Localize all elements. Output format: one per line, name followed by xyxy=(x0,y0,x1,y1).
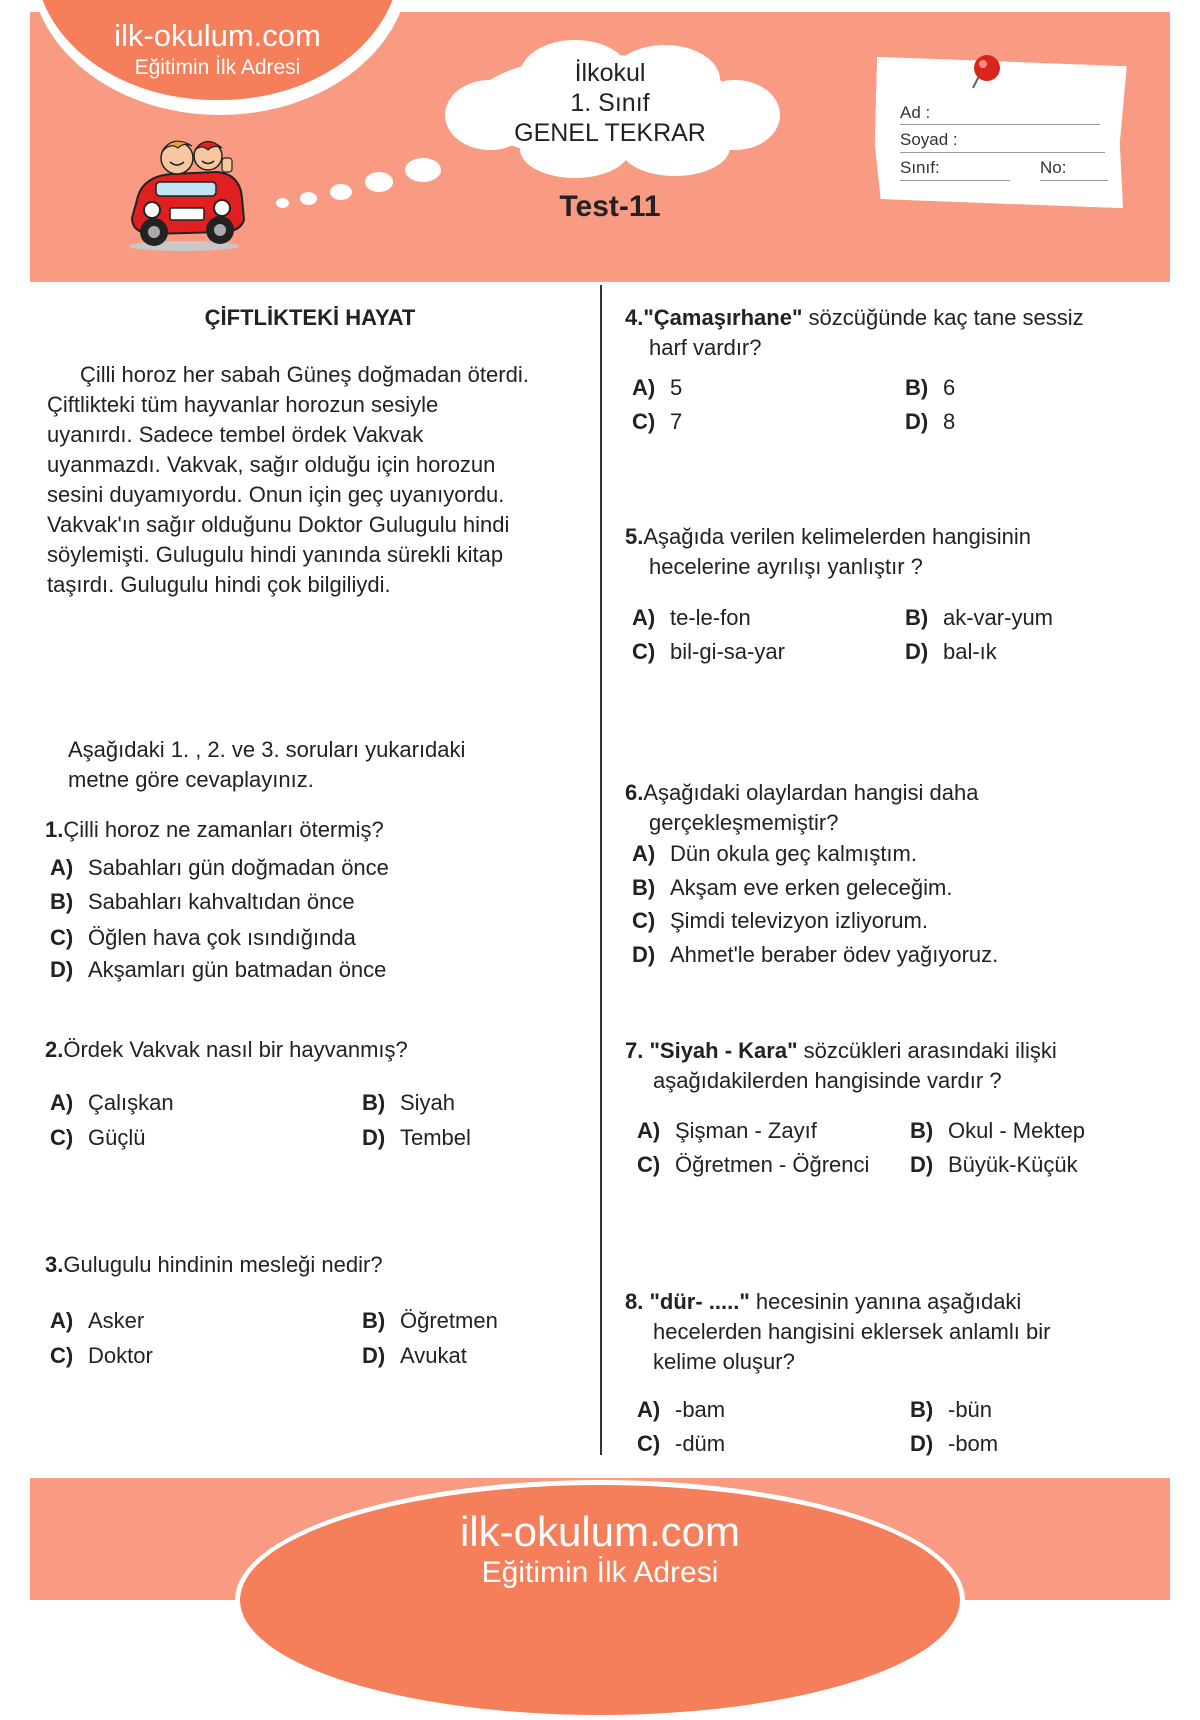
question-text: hecesinin yanına aşağıdaki xyxy=(749,1289,1022,1314)
story-line: Vakvak'ın sağır olduğunu Doktor Gulugulu hindi xyxy=(47,512,510,537)
question-number: 8. xyxy=(625,1289,644,1314)
option-label: B) xyxy=(362,1090,386,1115)
q8-option-c[interactable] xyxy=(637,1431,725,1457)
story-line: uyanırdı. Sadece tembel ördek Vakvak xyxy=(47,422,424,447)
option-text: Sabahları kahvaltıdan önce xyxy=(88,889,355,914)
option-label: A) xyxy=(637,1118,661,1143)
footer-slogan: Eğitimin İlk Adresi xyxy=(481,1556,719,1589)
instruction-line: metne göre cevaplayınız. xyxy=(68,767,314,792)
surname-line xyxy=(900,152,1105,153)
grade-label: 1. Sınıf xyxy=(570,89,650,117)
question-text: Gulugulu hindinin mesleği nedir? xyxy=(63,1252,383,1277)
option-text: Asker xyxy=(88,1308,145,1333)
option-text: Şişman - Zayıf xyxy=(675,1118,817,1143)
option-label: A) xyxy=(632,375,656,400)
q2-option-d[interactable] xyxy=(362,1125,471,1151)
question-8 xyxy=(625,1287,1185,1377)
cartoon-car-icon xyxy=(122,128,252,253)
story-line: Çiftlikteki tüm hayvanlar horozun sesiyle xyxy=(47,392,439,417)
option-label: B) xyxy=(905,605,929,630)
option-label: C) xyxy=(50,925,74,950)
instruction-line: Aşağıdaki 1. , 2. ve 3. soruları yukarıdaki xyxy=(68,737,466,762)
option-label: D) xyxy=(910,1431,934,1456)
logo-slogan: Eğitimin İlk Adresi xyxy=(134,56,301,79)
option-text: Öğlen hava çok ısındığında xyxy=(88,925,356,950)
q4-option-a[interactable] xyxy=(632,375,682,401)
option-label: D) xyxy=(905,639,929,664)
q7-option-d[interactable] xyxy=(910,1152,1078,1178)
option-label: B) xyxy=(910,1118,934,1143)
question-text-line2: aşağıdakilerden hangisinde vardır ? xyxy=(653,1068,1002,1093)
option-text: Akşam eve erken geleceğim. xyxy=(670,875,953,900)
q1-option-a[interactable] xyxy=(50,855,389,881)
question-5 xyxy=(625,522,1170,582)
option-text: -bam xyxy=(675,1397,726,1422)
q6-option-b[interactable] xyxy=(632,875,952,901)
question-number: 3. xyxy=(45,1252,64,1277)
question-number: 5. xyxy=(625,524,644,549)
question-number: 4. xyxy=(625,305,644,330)
question-text-line3: kelime oluşur? xyxy=(653,1349,795,1374)
option-text: -düm xyxy=(675,1431,726,1456)
question-3 xyxy=(45,1250,383,1280)
option-text: 5 xyxy=(670,375,683,400)
option-text: te-le-fon xyxy=(670,605,751,630)
column-divider xyxy=(600,285,602,1455)
question-text-line2: gerçekleşmemiştir? xyxy=(649,810,839,835)
q3-option-a[interactable] xyxy=(50,1308,144,1334)
q3-option-d[interactable] xyxy=(362,1343,467,1369)
question-text: Aşağıdaki olaylardan hangisi daha xyxy=(643,780,979,805)
question-7 xyxy=(625,1036,1185,1096)
option-label: D) xyxy=(50,957,74,982)
option-label: A) xyxy=(50,1308,74,1333)
option-label: C) xyxy=(632,639,656,664)
subject-label: GENEL TEKRAR xyxy=(514,119,706,147)
option-text: Çalışkan xyxy=(88,1090,174,1115)
option-text: Okul - Mektep xyxy=(948,1118,1085,1143)
school-level: İlkokul xyxy=(574,59,646,87)
q4-option-c[interactable] xyxy=(632,409,682,435)
option-label: C) xyxy=(637,1152,661,1177)
q5-option-b[interactable] xyxy=(905,605,1053,631)
name-label: Ad : xyxy=(900,103,931,122)
question-text: Çilli horoz ne zamanları ötermiş? xyxy=(63,817,384,842)
option-text: Sabahları gün doğmadan önce xyxy=(88,855,389,880)
number-line xyxy=(1040,180,1108,181)
option-label: B) xyxy=(905,375,929,400)
option-label: B) xyxy=(632,875,656,900)
q6-option-d[interactable] xyxy=(632,942,998,968)
question-number: 2. xyxy=(45,1037,64,1062)
question-1 xyxy=(45,815,384,845)
q6-option-c[interactable] xyxy=(632,908,928,934)
option-text: Doktor xyxy=(88,1343,153,1368)
q5-option-d[interactable] xyxy=(905,639,997,665)
option-text: bil-gi-sa-yar xyxy=(670,639,785,664)
logo-site-name[interactable]: ilk-okulum.com xyxy=(114,18,321,53)
story-line: Çilli horoz her sabah Güneş doğmadan öterdi. xyxy=(80,362,529,387)
option-text: ak-var-yum xyxy=(943,605,1054,630)
push-pin-icon xyxy=(965,52,1005,92)
surname-label: Soyad : xyxy=(900,130,958,149)
q6-option-a[interactable] xyxy=(632,841,917,867)
q4-option-b[interactable] xyxy=(905,375,955,401)
q3-option-c[interactable] xyxy=(50,1343,153,1369)
q5-option-a[interactable] xyxy=(632,605,751,631)
question-keyword: "Siyah - Kara" xyxy=(649,1038,798,1063)
option-text: -bom xyxy=(948,1431,999,1456)
option-label: C) xyxy=(50,1125,74,1150)
test-title: Test-11 xyxy=(559,190,661,223)
q1-option-c[interactable] xyxy=(50,925,356,951)
option-text: Tembel xyxy=(400,1125,471,1150)
class-line xyxy=(900,180,1010,181)
option-label: A) xyxy=(632,605,656,630)
q8-option-b[interactable] xyxy=(910,1397,992,1423)
option-text: Akşamları gün batmadan önce xyxy=(88,957,387,982)
story-line: uyanmazdı. Vakvak, sağır olduğu için horozun xyxy=(47,452,496,477)
story-line: söylemişti. Gulugulu hindi yanında sürekli kitap xyxy=(47,542,504,567)
q7-option-b[interactable] xyxy=(910,1118,1085,1144)
q5-option-c[interactable] xyxy=(632,639,785,665)
question-text: Aşağıda verilen kelimelerden hangisinin xyxy=(643,524,1032,549)
question-text: sözcüğünde kaç tane sessiz xyxy=(802,305,1084,330)
question-2 xyxy=(45,1035,408,1065)
option-text: Avukat xyxy=(400,1343,467,1368)
story-line: sesini duyamıyordu. Onun için geç uyanıyordu. xyxy=(47,482,505,507)
option-text: 7 xyxy=(670,409,683,434)
question-text-line2: harf vardır? xyxy=(649,335,762,360)
q2-option-a[interactable] xyxy=(50,1090,174,1116)
question-number: 1. xyxy=(45,817,64,842)
question-6 xyxy=(625,778,1170,838)
option-text: Ahmet'le beraber ödev yağıyoruz. xyxy=(670,942,999,967)
option-text: Dün okula geç kalmıştım. xyxy=(670,841,917,866)
q8-option-d[interactable] xyxy=(910,1431,998,1457)
option-text: Siyah xyxy=(400,1090,456,1115)
option-text: Şimdi televizyon izliyorum. xyxy=(670,908,928,933)
option-label: C) xyxy=(50,1343,74,1368)
story-text xyxy=(47,360,587,600)
footer-site-name[interactable]: ilk-okulum.com xyxy=(459,1508,741,1555)
option-label: C) xyxy=(637,1431,661,1456)
option-label: C) xyxy=(632,409,656,434)
q2-option-b[interactable] xyxy=(362,1090,455,1116)
option-label: B) xyxy=(50,889,74,914)
option-label: D) xyxy=(362,1125,386,1150)
option-label: B) xyxy=(362,1308,386,1333)
q2-option-c[interactable] xyxy=(50,1125,145,1151)
option-text: 6 xyxy=(943,375,956,400)
option-label: D) xyxy=(362,1343,386,1368)
option-label: A) xyxy=(50,855,74,880)
question-4 xyxy=(625,303,1170,363)
q3-option-b[interactable] xyxy=(362,1308,498,1334)
q8-option-a[interactable] xyxy=(637,1397,725,1423)
instruction xyxy=(68,735,588,795)
option-text: Öğretmen xyxy=(400,1308,498,1333)
question-text-line2: hecelerine ayrılışı yanlıştır ? xyxy=(649,554,923,579)
option-label: D) xyxy=(905,409,929,434)
q4-option-d[interactable] xyxy=(905,409,955,435)
story-title: ÇİFTLİKTEKİ HAYAT xyxy=(204,305,416,330)
option-label: D) xyxy=(910,1152,934,1177)
option-label: D) xyxy=(632,942,656,967)
question-text-line2: hecelerden hangisini eklersek anlamlı bir xyxy=(653,1319,1051,1344)
option-text: -bün xyxy=(948,1397,993,1422)
question-keyword: "dür- ....." xyxy=(649,1289,750,1314)
q1-option-b[interactable] xyxy=(50,889,355,915)
option-label: A) xyxy=(50,1090,74,1115)
question-text: sözcükleri arasındaki ilişki xyxy=(797,1038,1057,1063)
story-line: taşırdı. Gulugulu hindi çok bilgiliydi. xyxy=(47,572,391,597)
q1-option-d[interactable] xyxy=(50,957,386,983)
option-text: bal-ık xyxy=(943,639,997,664)
q7-option-a[interactable] xyxy=(637,1118,817,1144)
q7-option-c[interactable] xyxy=(637,1152,869,1178)
option-text: 8 xyxy=(943,409,956,434)
option-label: A) xyxy=(637,1397,661,1422)
question-text: Ördek Vakvak nasıl bir hayvanmış? xyxy=(63,1037,408,1062)
option-label: B) xyxy=(910,1397,934,1422)
option-text: Büyük-Küçük xyxy=(948,1152,1078,1177)
option-label: C) xyxy=(632,908,656,933)
class-label: Sınıf: xyxy=(900,158,940,177)
question-number: 6. xyxy=(625,780,644,805)
number-label: No: xyxy=(1040,158,1067,177)
option-label: A) xyxy=(632,841,656,866)
option-text: Güçlü xyxy=(88,1125,146,1150)
name-line xyxy=(900,124,1100,125)
question-number: 7. xyxy=(625,1038,644,1063)
question-keyword: "Çamaşırhane" xyxy=(643,305,803,330)
option-text: Öğretmen - Öğrenci xyxy=(675,1152,870,1177)
